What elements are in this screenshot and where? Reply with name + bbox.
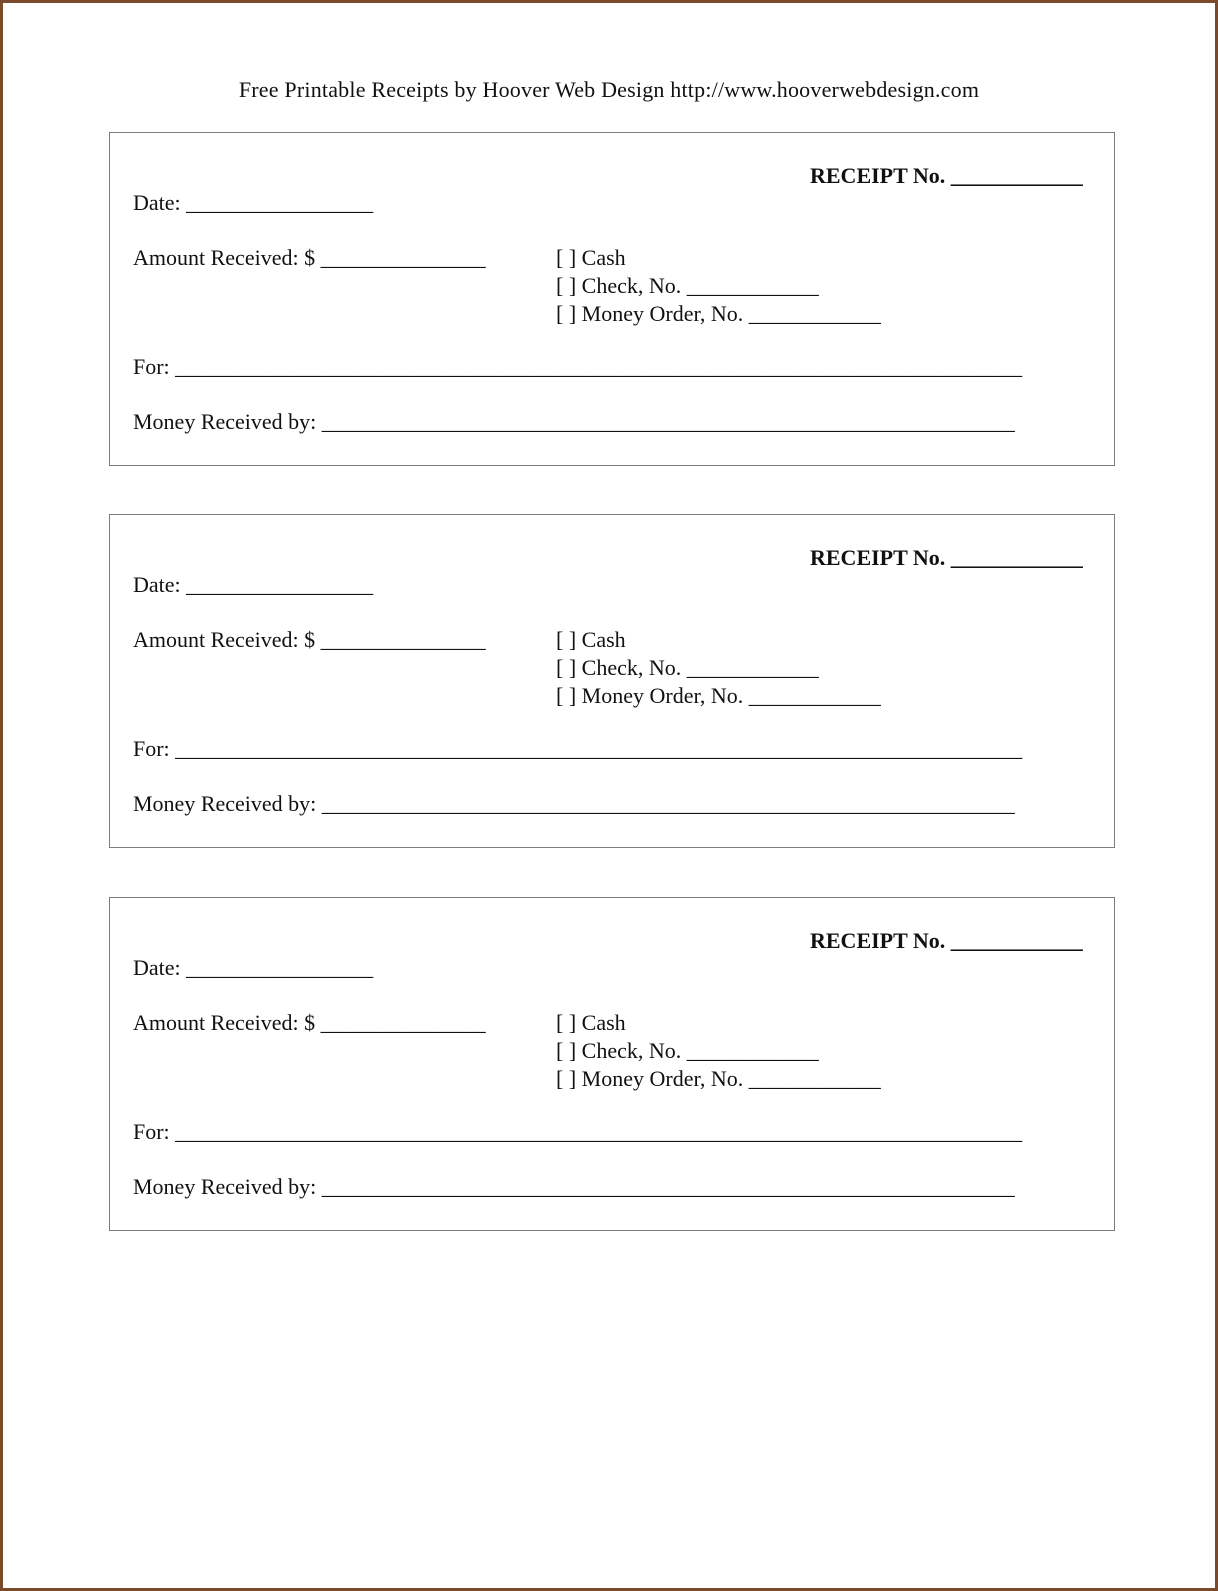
money-received-by-field: Money Received by: _______________________________________________________________ [133, 409, 1015, 434]
cash-option: [ ] Cash [556, 627, 626, 652]
receipt-number: RECEIPT No. ____________ [810, 163, 1083, 188]
page-header: Free Printable Receipts by Hoover Web Design http://www.hooverwebdesign.com [238, 77, 980, 102]
cash-option: [ ] Cash [556, 245, 626, 270]
check-option: [ ] Check, No. ____________ [556, 655, 819, 680]
amount-received-field: Amount Received: $ _______________ [133, 1010, 486, 1035]
receipt-number: RECEIPT No. ____________ [810, 545, 1083, 570]
date-field: Date: _________________ [133, 190, 374, 215]
money-order-option: [ ] Money Order, No. ____________ [556, 301, 881, 326]
money-order-option: [ ] Money Order, No. ____________ [556, 1066, 881, 1091]
money-order-option: [ ] Money Order, No. ____________ [556, 683, 881, 708]
date-field: Date: _________________ [133, 572, 374, 597]
check-option: [ ] Check, No. ____________ [556, 1038, 819, 1063]
for-field: For: _____________________________________________________________________________ [133, 1119, 1023, 1144]
date-field: Date: _________________ [133, 955, 374, 980]
receipt-number: RECEIPT No. ____________ [810, 928, 1083, 953]
money-received-by-field: Money Received by: _______________________________________________________________ [133, 791, 1015, 816]
money-received-by-field: Money Received by: _______________________________________________________________ [133, 1174, 1015, 1199]
check-option: [ ] Check, No. ____________ [556, 273, 819, 298]
receipt-3 [109, 897, 1115, 1231]
amount-received-field: Amount Received: $ _______________ [133, 245, 486, 270]
for-field: For: _____________________________________________________________________________ [133, 354, 1023, 379]
receipt-2 [109, 514, 1115, 848]
cash-option: [ ] Cash [556, 1010, 626, 1035]
receipt-1 [109, 132, 1115, 466]
amount-received-field: Amount Received: $ _______________ [133, 627, 486, 652]
for-field: For: _____________________________________________________________________________ [133, 736, 1023, 761]
